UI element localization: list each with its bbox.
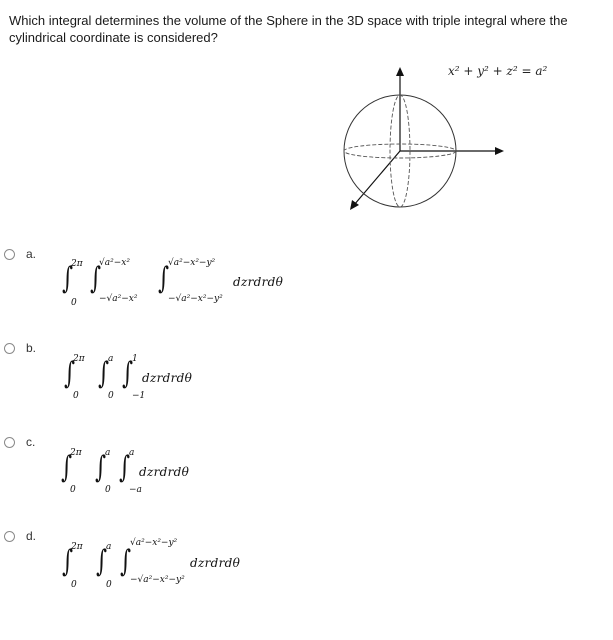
limit-lower-1: 0 [71, 298, 77, 308]
option-c[interactable] [0, 437, 613, 527]
option-a-integral [62, 254, 362, 314]
radio-option-b[interactable] [4, 343, 15, 354]
integral-sign-1: ∫ [61, 450, 72, 485]
integral-sign-2: ∫ [90, 261, 101, 296]
option-c-integral [61, 443, 301, 503]
limit-upper-2: a [106, 542, 112, 552]
integrand: dzrdrdθ [139, 465, 190, 479]
integral-sign-2: ∫ [98, 356, 109, 391]
limit-lower-3: −√a²−x²−y² [168, 294, 223, 304]
radio-option-c[interactable] [4, 437, 15, 448]
option-d-letter: d. [26, 529, 37, 543]
limit-upper-3: √a²−x²−y² [130, 538, 178, 548]
integrand: dzrdrdθ [142, 371, 193, 385]
limit-upper-3: 1 [132, 354, 138, 364]
sphere-diagram [330, 55, 610, 225]
integrand: dzrdrdθ [233, 275, 284, 289]
limit-lower-2: 0 [105, 485, 111, 495]
limit-lower-3: −a [129, 485, 142, 495]
x-axis [354, 151, 400, 205]
limit-upper-2: a [108, 354, 114, 364]
option-a-letter: a. [26, 247, 37, 261]
integral-sign-2: ∫ [95, 450, 106, 485]
radio-option-d[interactable] [4, 531, 15, 542]
option-b[interactable] [0, 343, 613, 433]
option-d[interactable] [0, 531, 613, 621]
limit-upper-1: 2π [70, 448, 82, 458]
z-axis-arrow-icon [396, 67, 404, 76]
integral-sign-3: ∫ [119, 450, 130, 485]
integral-sign-3: ∫ [122, 356, 133, 391]
y-axis-arrow-icon [495, 147, 504, 155]
limit-lower-2: −√a²−x² [99, 294, 138, 304]
limit-upper-2: a [105, 448, 111, 458]
integrand: dzrdrdθ [190, 556, 241, 570]
integral-sign-1: ∫ [62, 261, 73, 296]
question-text: Which integral determines the volume of the Sphere in the 3D space with triple integral where the cylindrical coordinate is considered? [9, 13, 568, 45]
option-a[interactable] [0, 249, 613, 339]
option-b-integral [64, 349, 304, 409]
limit-upper-1: 2π [73, 354, 85, 364]
limit-lower-3: −√a²−x²−y² [130, 575, 185, 585]
integral-sign-1: ∫ [64, 356, 75, 391]
limit-lower-1: 0 [73, 391, 79, 401]
limit-upper-1: 2π [71, 259, 83, 269]
limit-upper-1: 2π [71, 542, 83, 552]
option-c-letter: c. [26, 435, 36, 449]
option-d-integral [62, 535, 322, 595]
limit-lower-1: 0 [71, 580, 77, 590]
limit-lower-1: 0 [70, 485, 76, 495]
limit-lower-3: −1 [132, 391, 146, 401]
limit-upper-3: a [129, 448, 135, 458]
radio-option-a[interactable] [4, 249, 15, 260]
limit-lower-2: 0 [108, 391, 114, 401]
limit-lower-2: 0 [106, 580, 112, 590]
limit-upper-2: √a²−x² [99, 258, 130, 268]
integral-sign-1: ∫ [62, 544, 73, 579]
integral-sign-3: ∫ [120, 544, 131, 579]
integral-sign-3: ∫ [158, 261, 169, 296]
option-b-letter: b. [26, 341, 37, 355]
sphere-equation: x² + y² + z² = a² [448, 64, 548, 78]
sphere-figure [330, 55, 610, 225]
limit-upper-3: √a²−x²−y² [168, 258, 216, 268]
integral-sign-2: ∫ [96, 544, 107, 579]
